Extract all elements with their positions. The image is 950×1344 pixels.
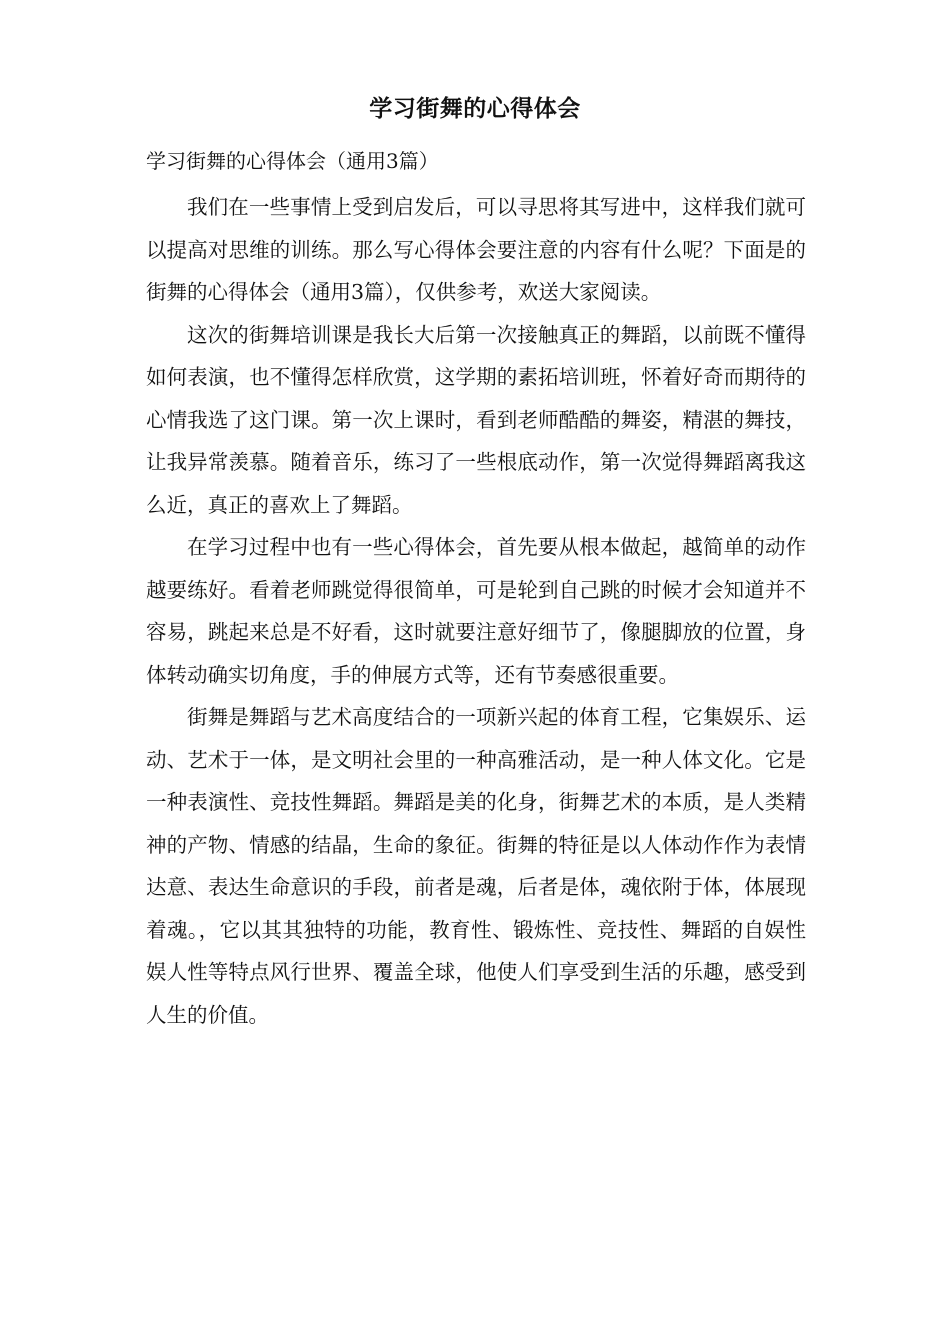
document-title: 学习街舞的心得体会 xyxy=(369,96,581,122)
paragraph-street-dance-essence: 街舞是舞蹈与艺术高度结合的一项新兴起的体育工程，它集娱乐、运动、艺术于一体，是文明社会里的一种高雅活动，是一种人体文化。它是一种表演性、竞技性舞蹈。舞蹈是美的化身，街舞艺术的本质，是人类精神的产物、情感的结晶，生命的象征。街舞的特征是以人体动作作为表情达意、表达生命意识的手段，前者是魂，后者是体，魂依附于体，体展现着魂。，它以其其独特的功能，教育性、锻炼性、竞技性、舞蹈的自娱性娱人性等特点风行世界、覆盖全球，他使人们享受到生活的乐趣，感受到人生的价值。 xyxy=(146,705,806,1027)
paragraph-intro: 我们在一些事情上受到启发后，可以寻思将其写进中，这样我们就可以提高对思维的训练。那么写心得体会要注意的内容有什么呢？下面是的街舞的心得体会（通用3篇），仅供参考，欢送大家阅读。 xyxy=(146,195,806,304)
paragraph-first-class: 这次的街舞培训课是我长大后第一次接触真正的舞蹈，以前既不懂得如何表演，也不懂得怎样欣赏，这学期的素拓培训班，怀着好奇而期待的心情我选了这门课。第一次上课时，看到老师酷酷的舞姿，精湛的舞技，让我异常羡慕。随着音乐，练习了一些根底动作，第一次觉得舞蹈离我这么近，真正的喜欢上了舞蹈。 xyxy=(146,322,806,517)
document-body xyxy=(146,186,806,1036)
document-subtitle: 学习街舞的心得体会（通用3篇） xyxy=(146,149,439,173)
paragraph-learning-process: 在学习过程中也有一些心得体会，首先要从根本做起，越简单的动作越要练好。看着老师跳觉得很简单，可是轮到自己跳的时候才会知道并不容易，跳起来总是不好看，这时就要注意好细节了，像腿脚放的位置，身体转动确实切角度，手的伸展方式等，还有节奏感很重要。 xyxy=(146,535,806,687)
